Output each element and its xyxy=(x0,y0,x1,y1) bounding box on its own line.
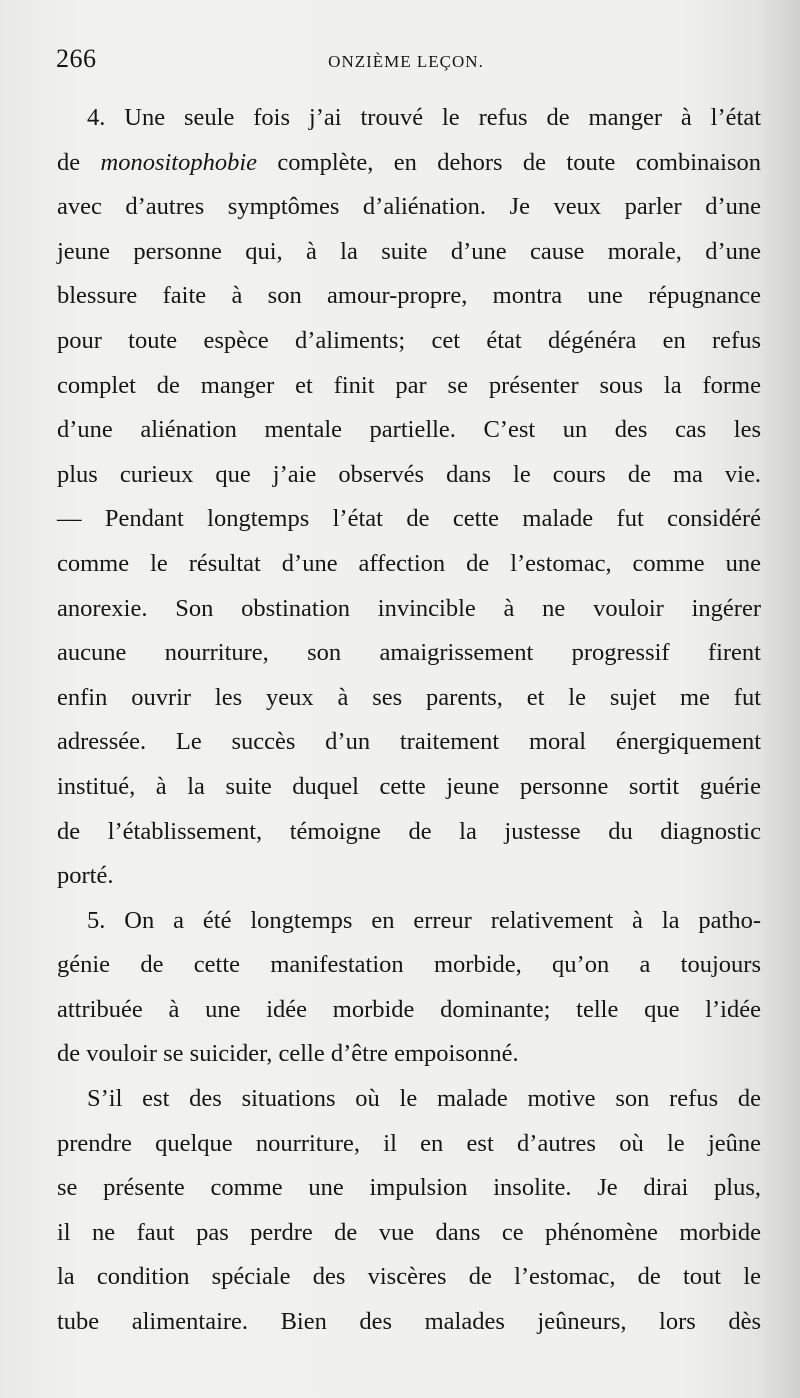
text-line: anorexie. Son obstination invincible à ne vouloir ingérer xyxy=(57,594,761,622)
text-line: attribuée à une idée morbide dominante; telle que l’idée xyxy=(57,995,761,1023)
text-line xyxy=(57,141,761,186)
text-line: 5. On a été longtemps en erreur relativement à la patho- xyxy=(87,906,761,934)
emphasized-term: monositophobie xyxy=(100,148,258,176)
text-line: porté. xyxy=(57,862,114,890)
text-line: comme le résultat d’une affection de l’estomac, comme une xyxy=(57,549,761,577)
text-line: — Pendant longtemps l’état de cette malade fut considéré xyxy=(57,505,761,533)
text-line: génie de cette manifestation morbide, qu’on a toujours xyxy=(57,951,761,979)
text-line: adressée. Le succès d’un traitement moral énergiquement xyxy=(57,728,761,756)
text-line: d’une aliénation mentale partielle. C’est un des cas les xyxy=(57,416,761,444)
text-line: prendre quelque nourriture, il en est d’autres où le jeûne xyxy=(57,1129,761,1157)
page-number: 266 xyxy=(56,44,97,73)
text-line: plus curieux que j’aie observés dans le cours de ma vie. xyxy=(57,460,761,488)
text-line: complet de manger et finit par se présenter sous la forme xyxy=(57,371,761,399)
text-fragment: de xyxy=(57,148,81,176)
text-line: tube alimentaire. Bien des malades jeûneurs, lors dès xyxy=(57,1308,761,1336)
page-header xyxy=(56,44,756,84)
text-line: se présente comme une impulsion insolite. Je dirai plus, xyxy=(57,1174,761,1202)
text-line: blessure faite à son amour-propre, montra une répugnance xyxy=(57,282,761,310)
text-line: de l’établissement, témoigne de la justesse du diagnostic xyxy=(57,817,761,845)
text-line: la condition spéciale des viscères de l’estomac, de tout le xyxy=(57,1263,761,1291)
running-head: ONZIÈME LEÇON. xyxy=(328,52,484,71)
text-line: avec d’autres symptômes d’aliénation. Je veux parler d’une xyxy=(57,193,761,221)
text-line: il ne faut pas perdre de vue dans ce phénomène morbide xyxy=(57,1218,761,1246)
text-line: 4. Une seule fois j’ai trouvé le refus de manger à l’état xyxy=(87,104,761,131)
text-line: aucune nourriture, son amaigrissement progressif firent xyxy=(57,639,761,667)
text-line: jeune personne qui, à la suite d’une cause morale, d’une xyxy=(57,237,761,265)
text-line: S’il est des situations où le malade motive son refus de xyxy=(87,1085,761,1113)
text-line: enfin ouvrir les yeux à ses parents, et le sujet me fut xyxy=(57,683,761,711)
text-fragment: complète, en dehors de toute combinaison xyxy=(257,148,761,176)
text-line: pour toute espèce d’aliments; cet état dégénéra en refus xyxy=(57,326,761,354)
text-line: institué, à la suite duquel cette jeune personne sortit guérie xyxy=(57,772,761,800)
body-text xyxy=(57,96,761,1345)
text-line: de vouloir se suicider, celle d’être empoisonné. xyxy=(57,1040,519,1068)
